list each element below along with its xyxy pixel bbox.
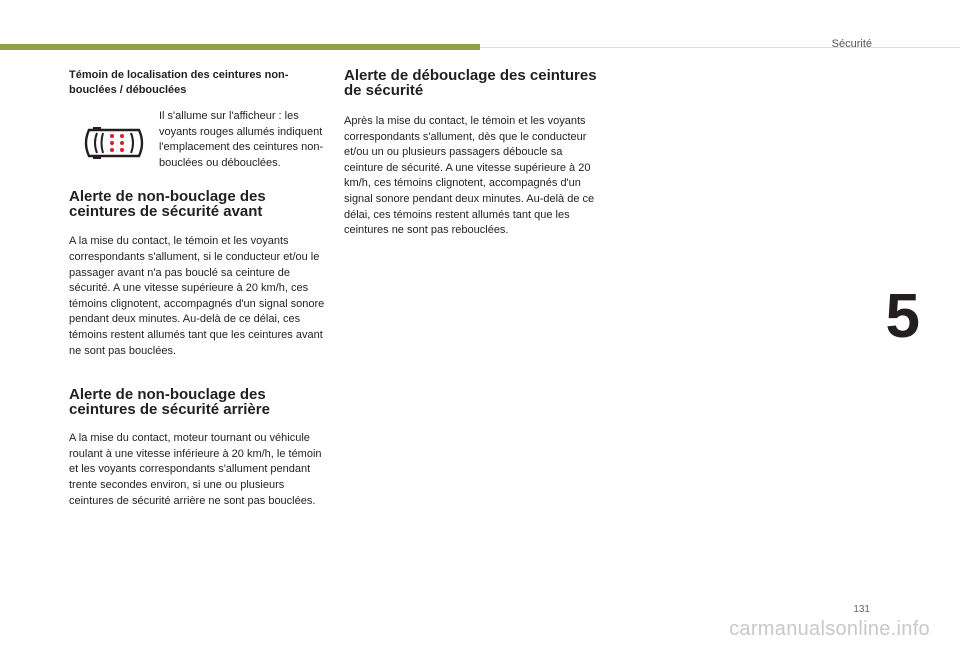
- witness-text: Il s'allume sur l'afficheur : les voyants rouges allumés indiquent l'emplacement des ceintures non-bouclées ou débouclées.: [159, 110, 324, 169]
- header-rule: [480, 47, 960, 48]
- chapter-number: 5: [885, 282, 920, 351]
- witness-row: [69, 109, 327, 171]
- header-accent-bar: [0, 44, 480, 50]
- witness-title: Témoin de localisation des ceintures non-bouclées / débouclées: [69, 69, 289, 96]
- rear-seatbelt-heading: Alerte de non-bouclage des ceintures de sécurité arrière: [69, 386, 270, 419]
- car-seat-map-icon: [69, 109, 159, 171]
- footer: [0, 613, 960, 649]
- unbuckle-text: Après la mise du contact, le témoin et les voyants correspondants s'allument, dès que le conducteur et/ou un ou plusieurs passagers déboucle sa ceinture de sécurité. A une vitesse supérieure à 20 km/h, ces témoins clignotent, accompagnés d'un signal sonore pendant deux minutes. Au-delà de ce délai, ces témoins restent allumés tant que les ceintures ne sont pas rebouclées.: [344, 115, 595, 237]
- section-title: Sécurité: [831, 38, 872, 50]
- right-column: [344, 68, 602, 239]
- front-seatbelt-text: A la mise du contact, le témoin et les voyants correspondants s'allument, si le conducteur et/ou le passager avant n'a pas bouclé sa ceinture de sécurité. A une vitesse supérieure à 20 km/h, ces témoins clignotent, accompagnés d'un signal sonore pendant deux minutes. Au-delà de ce délai, ces témoins restent allumés tant que les ceintures avant ne sont pas bouclées.: [69, 235, 325, 357]
- front-seatbelt-heading: Alerte de non-bouclage des ceintures de sécurité avant: [69, 188, 266, 221]
- rear-seatbelt-text: A la mise du contact, moteur tournant ou véhicule roulant à une vitesse inférieure à 20 km/h, le témoin et les voyants correspondants s'allument pendant trente secondes environ, si une ou plusieurs ceintures de sécurité arrière ne sont pas bouclées.: [69, 432, 322, 507]
- unbuckle-heading: Alerte de débouclage des ceintures de sécurité: [344, 67, 597, 99]
- seat-dots: [110, 134, 124, 152]
- watermark: carmanualsonline.info: [729, 618, 930, 640]
- page-number: 131: [853, 604, 870, 615]
- left-column: [69, 68, 327, 509]
